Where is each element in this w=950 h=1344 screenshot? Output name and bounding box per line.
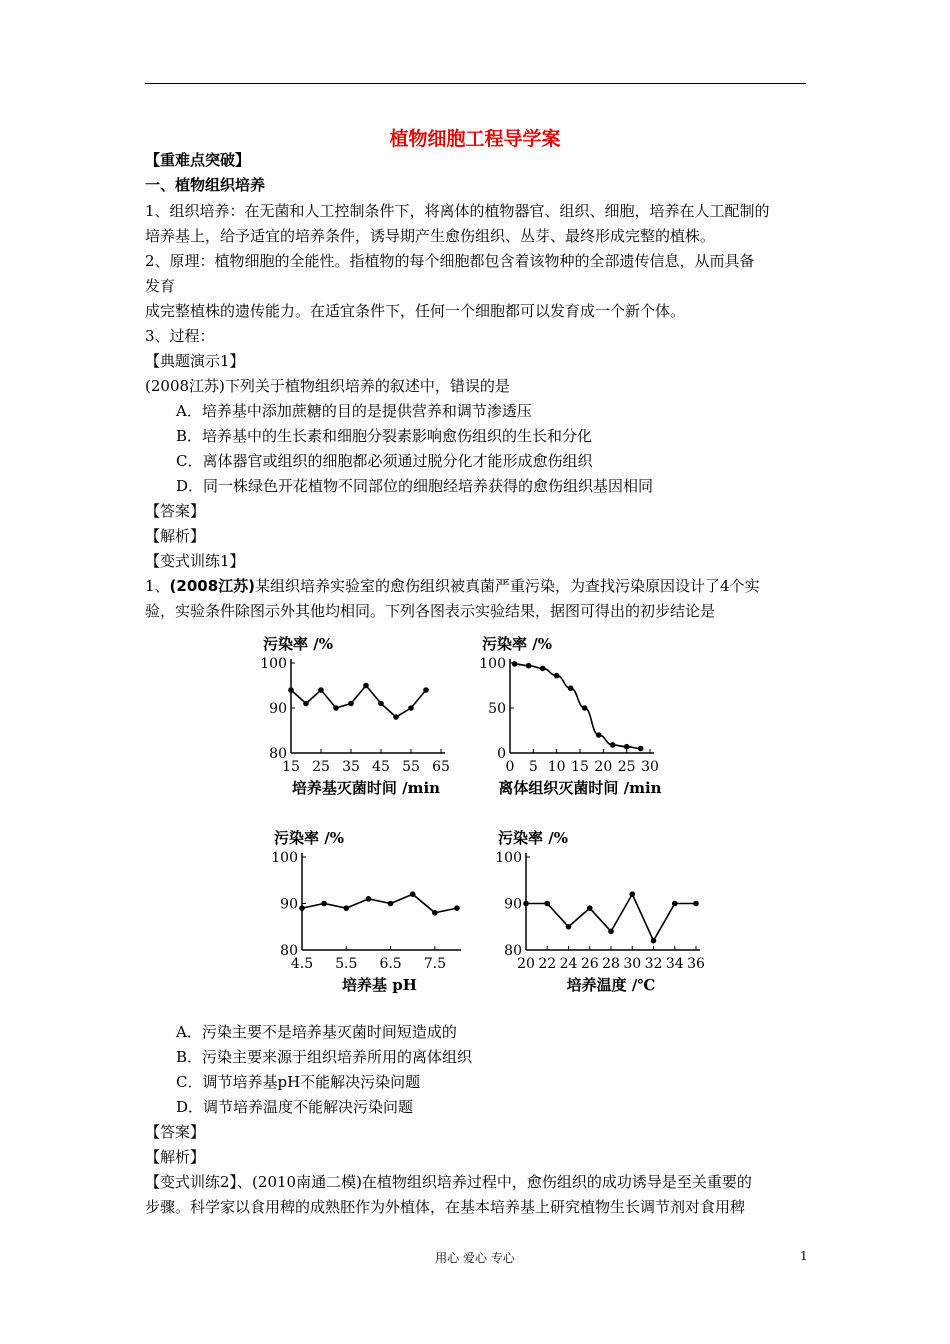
x-tick-label: 45 — [372, 759, 390, 775]
data-point — [651, 938, 657, 944]
y-tick-label: 100 — [260, 656, 287, 672]
data-point — [393, 714, 399, 720]
x-tick-label: 20 — [517, 956, 535, 972]
y-tick-label: 80 — [504, 943, 522, 959]
y-tick-label: 90 — [504, 896, 522, 913]
variant2-line2: 步骤。科学家以食用稗的成熟胚作为外植体，在基本培养基上研究植物生长调节剂对食用稗 — [145, 1198, 746, 1216]
variant1-source: (2008江苏) — [169, 577, 256, 595]
x-tick-label: 32 — [644, 956, 663, 972]
data-point — [672, 901, 678, 907]
x-tick-label: 35 — [342, 759, 360, 775]
x-tick-label: 24 — [559, 956, 578, 972]
x-tick-label: 15 — [571, 759, 589, 775]
x-axis-label: 离体组织灭菌时间 /min — [498, 779, 662, 797]
example1-option-c: C．离体器官或组织的细胞都必须通过脱分化才能形成愈伤组织 — [176, 452, 593, 470]
variant1-option-b: B．污染主要来源于组织培养所用的离体组织 — [176, 1048, 473, 1066]
y-tick-label: 100 — [495, 850, 522, 866]
data-point — [321, 901, 327, 907]
data-point — [343, 905, 349, 911]
data-point — [303, 701, 309, 707]
data-point — [629, 891, 635, 897]
data-point — [348, 701, 354, 707]
section-key-heading: 【重难点突破】 — [145, 151, 251, 169]
variant2-text: 、(2010南通二模)在植物组织培养过程中，愈伤组织的成功诱导是至关重要的 — [237, 1173, 752, 1191]
data-point — [638, 746, 644, 752]
example1-option-a: A．培养基中添加蔗糖的目的是提供营养和调节渗透压 — [176, 402, 532, 420]
page-footer: 用心 爱心 专心 — [435, 1251, 515, 1265]
y-tick-label: 80 — [269, 746, 287, 762]
para1-line1: 1、组织培养：在无菌和人工控制条件下，将离体的植物器官、组织、细胞，培养在人工配制的 — [145, 202, 770, 220]
variant2-heading: 【变式训练2】 — [145, 1173, 238, 1191]
x-tick-label: 65 — [432, 759, 450, 775]
data-point — [410, 891, 416, 897]
para2-line2: 发育 — [145, 277, 176, 295]
variant1-option-c: C．调节培养基pH不能解决污染问题 — [176, 1073, 421, 1091]
page-number: 1 — [800, 1249, 808, 1263]
y-axis-label: 污染率 /% — [498, 829, 568, 847]
chart-medium-ph — [268, 824, 468, 999]
data-point — [454, 905, 460, 911]
data-point — [378, 701, 384, 707]
example1-heading: 【典题演示1】 — [145, 352, 245, 370]
para3: 3、过程： — [145, 327, 215, 345]
y-tick-label: 90 — [280, 896, 298, 913]
x-tick-label: 4.5 — [290, 956, 314, 972]
y-tick-label: 80 — [280, 943, 298, 959]
x-tick-label: 34 — [665, 956, 684, 972]
data-point — [408, 705, 414, 711]
variant1-option-d: D．调节培养温度不能解决污染问题 — [176, 1098, 414, 1116]
x-tick-label: 10 — [547, 759, 566, 775]
page-title: 植物细胞工程导学案 — [389, 128, 561, 150]
para2-line1: 2、原理：植物细胞的全能性。指植物的每个细胞都包含着该物种的全部遗传信息，从而具备 — [145, 252, 755, 270]
x-tick-label: 5 — [528, 759, 538, 775]
x-tick-label: 15 — [282, 759, 300, 775]
data-point — [318, 687, 324, 693]
data-point — [432, 910, 438, 916]
x-tick-label: 0 — [505, 759, 515, 775]
x-tick-label: 5.5 — [335, 956, 358, 972]
variant1-option-a: A．污染主要不是培养基灭菌时间短造成的 — [176, 1023, 457, 1041]
data-point — [693, 901, 699, 907]
data-point — [596, 732, 602, 738]
x-axis-label: 培养基 pH — [342, 976, 417, 994]
x-tick-label: 30 — [623, 956, 642, 972]
x-axis-label: 培养基灭菌时间 /min — [291, 779, 441, 797]
variant1-question-line2: 验，实验条件除图示外其他均相同。下列各图表示实验结果，据图可得出的初步结论是 — [145, 602, 716, 620]
variant1-question-line1 — [145, 576, 760, 596]
data-point — [568, 685, 574, 691]
data-point — [363, 683, 369, 689]
data-point — [423, 687, 429, 693]
data-point — [366, 896, 372, 902]
x-tick-label: 20 — [594, 759, 613, 775]
chart-culture-temperature — [494, 824, 709, 999]
x-axis-label: 培养温度 /℃ — [566, 976, 656, 994]
x-tick-label: 6.5 — [379, 956, 402, 972]
variant1-heading: 【变式训练1】 — [145, 552, 245, 570]
x-tick-label: 55 — [402, 759, 420, 775]
data-point — [544, 901, 550, 907]
analysis2-label: 【解析】 — [145, 1148, 206, 1166]
chart-medium-sterilization — [255, 628, 470, 808]
data-point — [610, 742, 616, 748]
series-line — [515, 664, 641, 749]
x-tick-label: 26 — [580, 956, 599, 972]
section1-heading: 一、植物组织培养 — [145, 176, 266, 194]
example1-option-d: D．同一株绿色开花植物不同部位的细胞经培养获得的愈伤组织基因相同 — [176, 477, 654, 495]
y-axis-label: 污染率 /% — [263, 635, 333, 653]
data-point — [554, 673, 560, 679]
data-point — [288, 687, 294, 693]
answer-label: 【答案】 — [145, 502, 206, 520]
x-tick-label: 7.5 — [423, 956, 446, 972]
analysis-label: 【解析】 — [145, 527, 206, 545]
data-point — [299, 905, 305, 911]
series-line — [291, 686, 426, 718]
data-point — [587, 905, 593, 911]
y-tick-label: 50 — [488, 701, 506, 717]
data-point — [388, 901, 394, 907]
para2-line3: 成完整植株的遗传能力。在适宜条件下，任何一个细胞都可以发育成一个新个体。 — [145, 302, 686, 320]
y-tick-label: 90 — [269, 701, 287, 717]
x-tick-label: 22 — [538, 956, 557, 972]
answer2-label: 【答案】 — [145, 1123, 206, 1141]
data-point — [333, 705, 339, 711]
data-point — [624, 744, 630, 750]
x-tick-label: 25 — [312, 759, 330, 775]
variant1-number: 1、 — [145, 577, 170, 595]
y-tick-label: 0 — [497, 746, 506, 762]
data-point — [540, 666, 546, 672]
header-rule — [145, 83, 806, 84]
data-point — [526, 663, 532, 669]
para1-line2: 培养基上，给予适宜的培养条件，诱导期产生愈伤组织、丛芽、最终形成完整的植株。 — [145, 227, 716, 245]
chart-explant-sterilization — [476, 628, 706, 808]
example1-option-b: B．培养基中的生长素和细胞分裂素影响愈伤组织的生长和分化 — [176, 427, 593, 445]
x-tick-label: 25 — [617, 759, 636, 775]
x-tick-label: 30 — [641, 759, 659, 775]
x-tick-label: 36 — [687, 956, 705, 972]
data-point — [608, 929, 614, 935]
y-axis-label: 污染率 /% — [274, 829, 344, 847]
example1-question: (2008江苏)下列关于植物组织培养的叙述中，错误的是 — [145, 377, 510, 395]
data-point — [566, 924, 572, 930]
data-point — [512, 661, 518, 667]
data-point — [523, 901, 529, 907]
data-point — [582, 705, 588, 711]
y-axis-label: 污染率 /% — [482, 635, 552, 653]
x-tick-label: 28 — [602, 956, 620, 972]
variant2-line1 — [145, 1172, 752, 1192]
y-tick-label: 100 — [271, 850, 298, 866]
y-tick-label: 100 — [479, 656, 506, 672]
variant1-text: 某组织培养实验室的愈伤组织被真菌严重污染，为查找污染原因设计了4个实 — [255, 577, 760, 595]
